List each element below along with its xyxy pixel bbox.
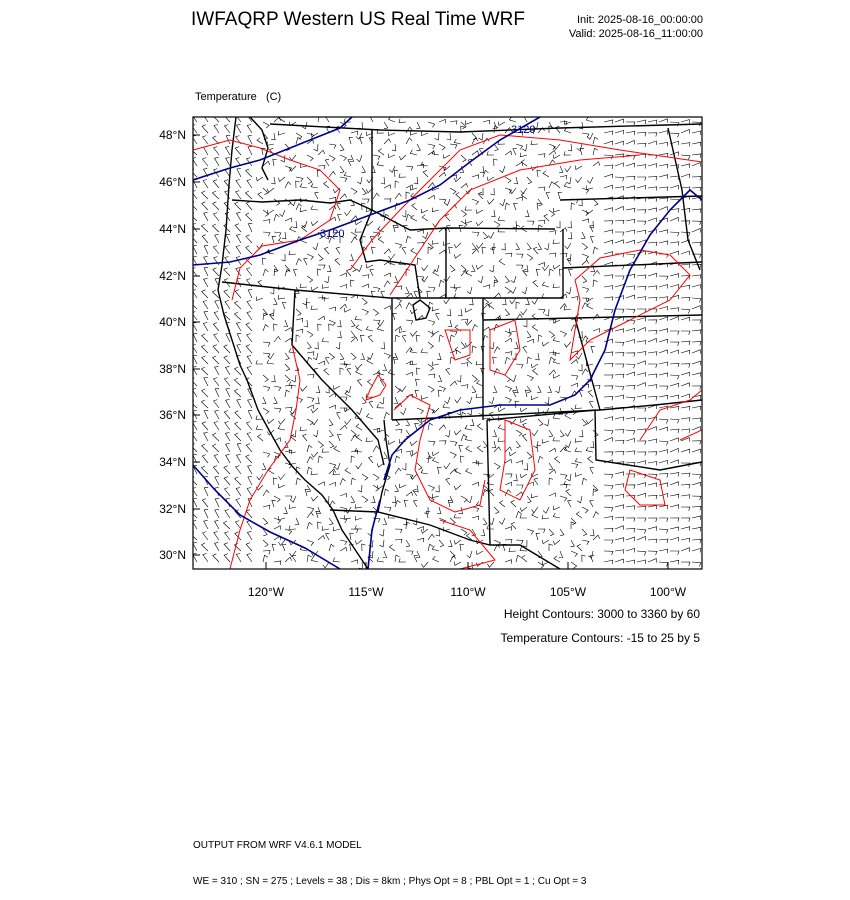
field-unit: (C) [265, 91, 282, 103]
latitude-label: 40°N [159, 315, 186, 329]
plot-title: IWFAQRP Western US Real Time WRF [191, 9, 525, 30]
longitude-label: 115°W [348, 585, 384, 599]
model-config: WE = 310 ; SN = 275 ; Levels = 38 ; Dis = 8km ; Phys Opt = 8 ; PBL Opt = 1 ; Cu Opt = 3 [193, 876, 587, 887]
longitude-label: 105°W [549, 585, 587, 599]
model-version: OUTPUT FROM WRF V4.6.1 MODEL [193, 840, 362, 851]
height-contour-label: 3120 [511, 124, 536, 136]
latitude-label: 36°N [159, 408, 186, 422]
field-name: Temperature [195, 91, 257, 103]
longitude-label: 110°W [450, 585, 486, 599]
init-time: Init: 2025-08-16_00:00:00 [577, 14, 703, 26]
latitude-label: 32°N [159, 502, 186, 516]
valid-time: Valid: 2025-08-16_11:00:00 [568, 28, 703, 40]
latitude-label: 30°N [159, 548, 186, 562]
latitude-label: 48°N [159, 128, 186, 142]
model-footer [193, 816, 586, 900]
latitude-label: 38°N [159, 362, 186, 376]
height-contour-legend: Height Contours: 3000 to 3360 by 60 [503, 607, 700, 621]
latitude-label: 46°N [159, 175, 186, 189]
latitude-label: 34°N [159, 455, 186, 469]
height-contour-label: 3120 [320, 228, 345, 240]
temperature-contour-legend: Temperature Contours: -15 to 25 by 5 [500, 631, 700, 645]
latitude-label: 42°N [159, 269, 186, 283]
longitude-label: 100°W [649, 585, 687, 599]
latitude-label: 44°N [159, 222, 186, 236]
longitude-label: 120°W [247, 585, 285, 599]
